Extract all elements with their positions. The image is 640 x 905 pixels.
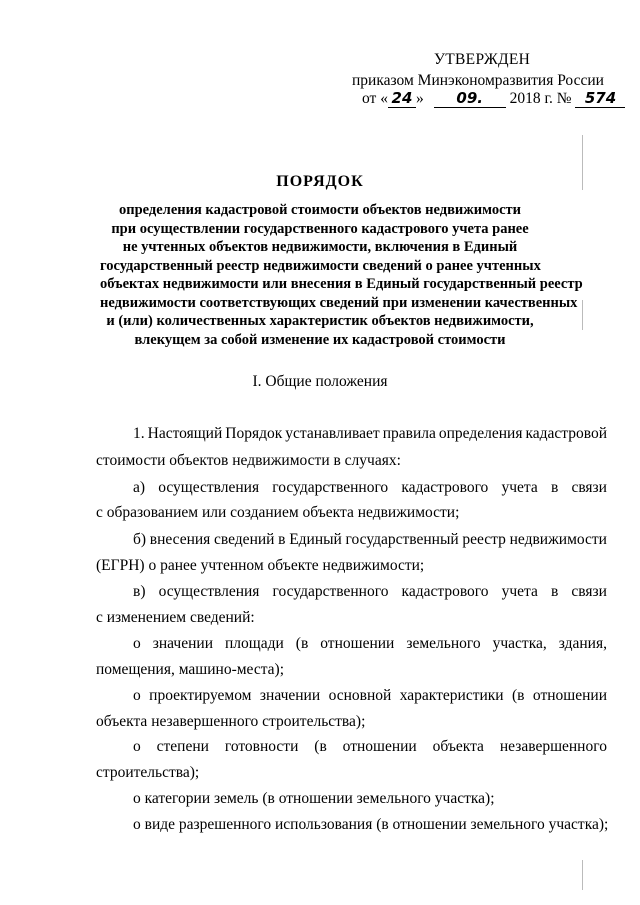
word: государственного [272,583,389,600]
section-heading: I. Общие положения [252,373,388,390]
subtitle-line: влекущем за собой изменение их кадастровой стоимости [134,331,506,348]
word: в [278,531,286,548]
paragraph-first-line [133,530,607,550]
scan-edge-mark [582,135,583,190]
paragraph-line: о виде разрешенного использования (в отношении земельного участка); [133,816,609,833]
word: связи [571,583,607,600]
word: (в [512,687,525,704]
word: 1. [133,425,145,442]
word: Настоящий [147,425,223,442]
paragraph-line: о категории земель (в отношении земельного участка); [133,790,495,807]
paragraph-first-line [133,424,607,444]
word: осуществления [158,479,260,496]
word: связи [571,479,607,496]
paragraph-continuation-line: с изменением сведений: [96,609,255,626]
paragraph-continuation-line: (ЕГРН) о ранее учтенном объекте недвижимости; [96,557,425,574]
handwritten-order-number: 574 [575,90,625,108]
subtitle-line: недвижимости соответствующих сведений при изменении качественных [100,294,578,311]
word: основной [328,687,392,704]
paragraph-first-line [133,686,607,706]
word: определения [438,425,523,442]
paragraph-first-line [133,478,607,498]
word: степени [156,738,209,755]
subtitle-line: при осуществлении государственного кадастрового учета ранее [111,220,529,237]
paragraph-continuation-line: с образованием или созданием объекта недвижимости; [96,504,460,521]
word: участка, [492,635,547,652]
word: Единый [289,531,342,548]
word: отношении [532,687,607,704]
word: учета [501,479,538,496]
date-prefix: от « [362,90,388,107]
word: (в [295,635,309,652]
word: земельного [406,635,481,652]
word: а) [133,479,146,496]
subtitle-line: определения кадастровой стоимости объектов недвижимости [119,202,521,218]
word: сведений [214,531,275,548]
approval-order-line: приказом Минэкономразвития России [352,72,604,89]
word: готовности [224,738,299,755]
date-year-text: 2018 г. № [509,90,572,107]
subtitle-line: государственный реестр недвижимости сведений о ранее учтенных [100,257,541,274]
word: в [550,583,559,600]
paragraph-continuation-line: помещения, машино-места); [96,661,285,678]
handwritten-month: 09. [434,90,506,108]
word: правила [382,425,436,442]
paragraph-continuation-line: объекта незавершенного строительства); [96,713,366,730]
word: государственный [345,531,459,548]
subtitle-line: объектах недвижимости или внесения в Единый государственный реестр [100,276,583,292]
word: площади [225,635,284,652]
word: осуществления [158,583,260,600]
word: о [133,687,141,704]
word: учета [501,583,538,600]
approval-date-line [362,89,625,109]
paragraph-first-line [133,634,607,654]
word: объекта [432,738,484,755]
word: устанавливает [285,425,380,442]
word: (в [314,738,327,755]
word: незавершенного [499,738,607,755]
word: отношении [320,635,395,652]
word: характеристики [399,687,504,704]
date-quote-close: » [415,90,424,107]
word: значении [152,635,213,652]
word: кадастрового [401,479,489,496]
word: государственного [272,479,389,496]
word: б) [133,531,147,548]
word: проектируемом [149,687,252,704]
paragraph-first-line [133,737,607,757]
subtitle-line: не учтенных объектов недвижимости, включения в Единый [122,239,518,255]
document-title: ПОРЯДОК [276,173,364,190]
paragraph-continuation-line: стоимости объектов недвижимости в случаях: [96,452,401,469]
word: недвижимости [509,531,607,548]
word: Порядок [225,425,283,442]
scan-edge-mark [582,860,583,890]
word: в) [133,583,146,600]
handwritten-day: 24 [388,90,416,108]
document-subtitle [100,201,583,349]
subtitle-line: и (или) количественных характеристик объектов недвижимости, [106,313,534,329]
word: значении [259,687,321,704]
approval-title: УТВЕРЖДЕН [434,51,531,68]
word: о [133,738,141,755]
word: о [133,635,141,652]
paragraph-continuation-line: строительства); [96,764,200,781]
word: внесения [149,531,211,548]
word: в [550,479,559,496]
word: реестр [462,531,506,548]
word: отношении [342,738,417,755]
word: кадастровой [525,425,607,442]
word: кадастрового [401,583,489,600]
word: здания, [558,635,607,652]
scan-edge-mark [582,300,583,330]
paragraph-first-line [133,582,607,602]
